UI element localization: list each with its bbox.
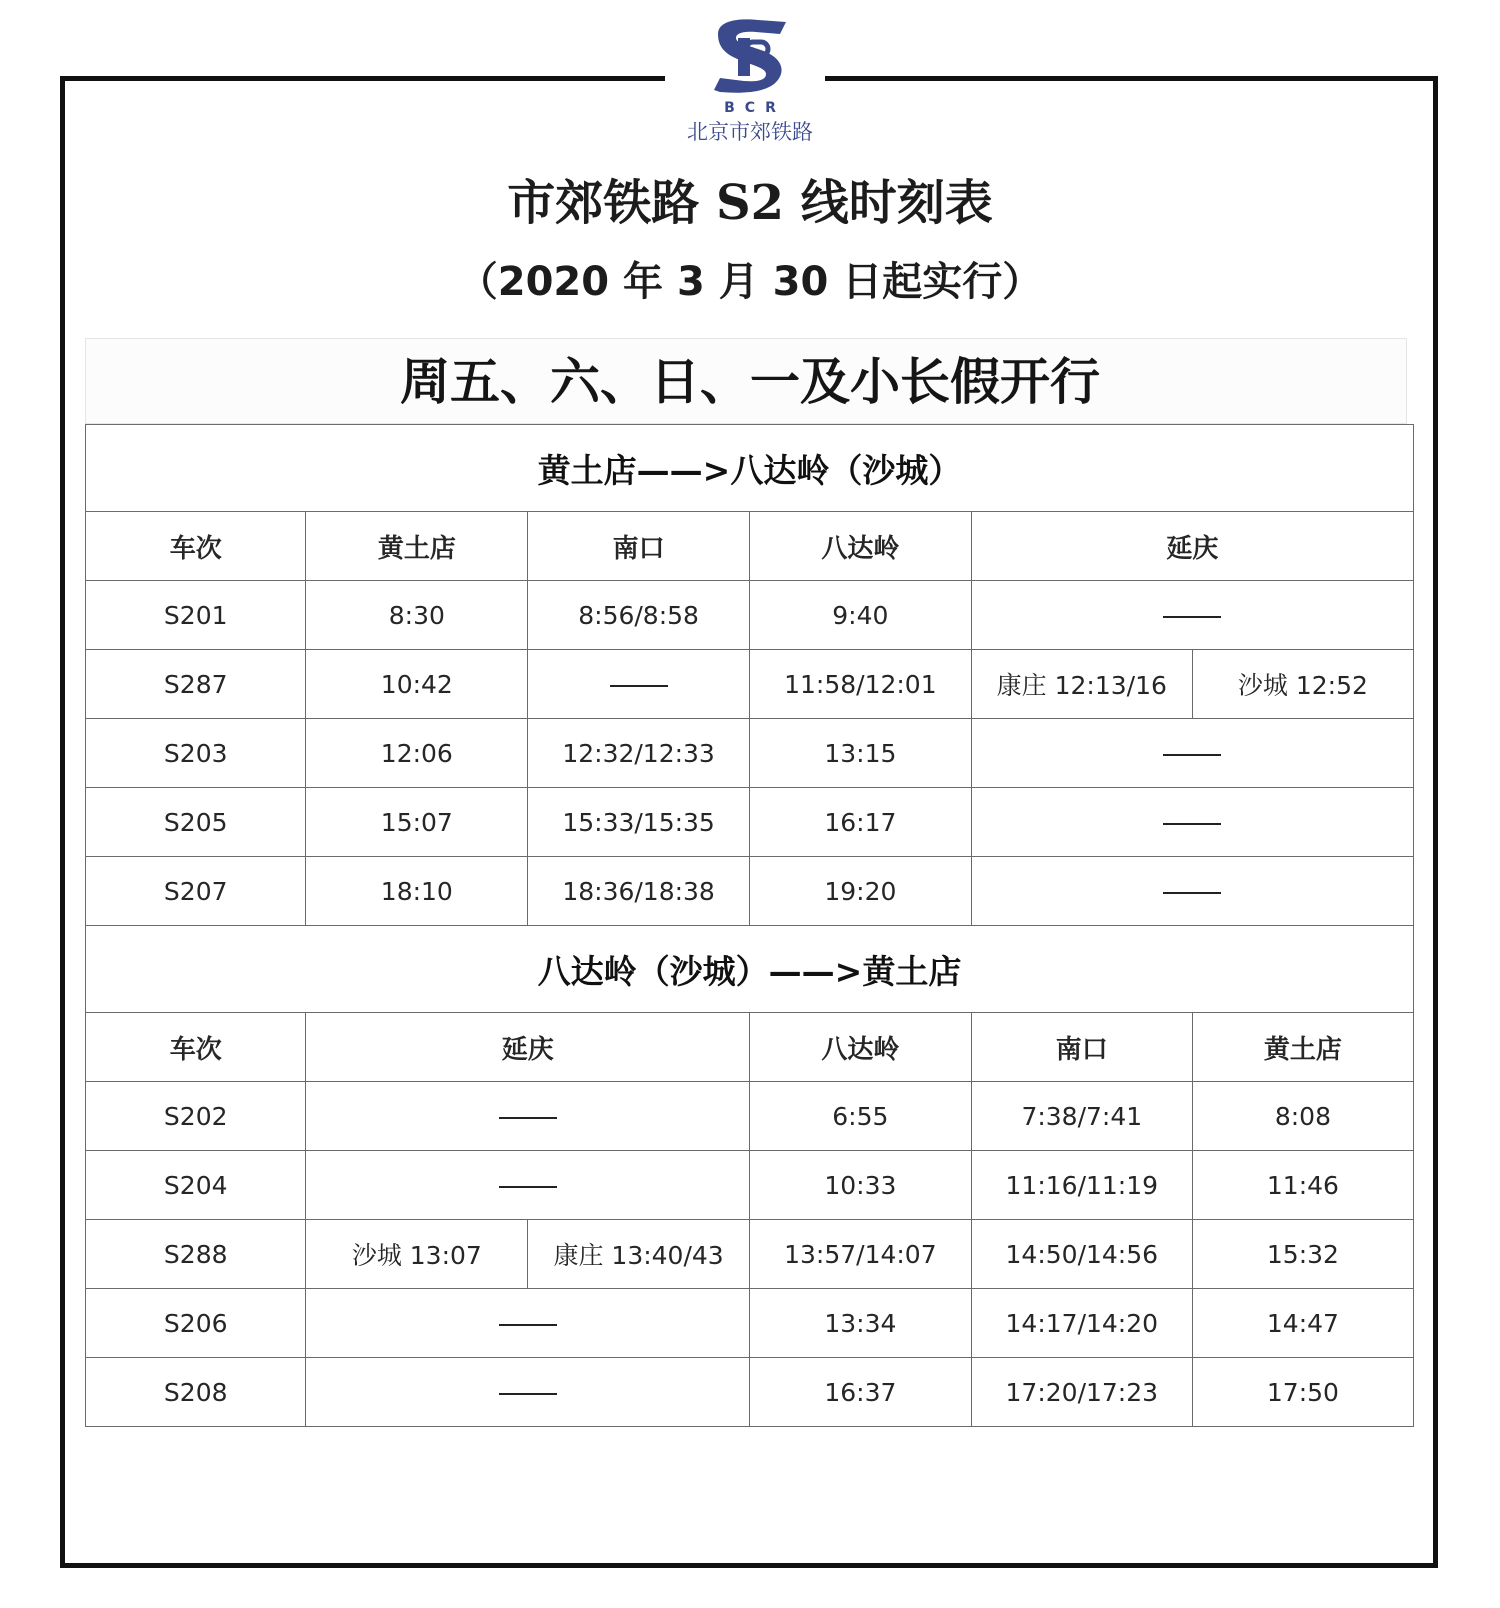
- time-cell: 8:30: [306, 581, 528, 650]
- time-cell: 8:08: [1192, 1082, 1413, 1151]
- time-cell: 沙城 12:52: [1192, 650, 1413, 719]
- time-cell: 沙城 13:07: [306, 1220, 528, 1289]
- train-number: S208: [86, 1358, 306, 1427]
- bcr-logo: [0, 14, 1500, 146]
- no-service-dash: [1163, 616, 1221, 618]
- train-number: S288: [86, 1220, 306, 1289]
- time-cell: 18:36/18:38: [528, 857, 750, 926]
- time-cell: 17:50: [1192, 1358, 1413, 1427]
- table-row: [86, 1220, 1414, 1289]
- no-service-cell: [306, 1289, 750, 1358]
- inbound-direction: 八达岭（沙城）——>黄土店: [86, 926, 1414, 1013]
- train-number: S201: [86, 581, 306, 650]
- no-service-dash: [499, 1117, 557, 1119]
- time-cell: 17:20/17:23: [971, 1358, 1192, 1427]
- table-row: [86, 788, 1414, 857]
- train-number: S207: [86, 857, 306, 926]
- table-row: [86, 1289, 1414, 1358]
- train-number: S287: [86, 650, 306, 719]
- table-row: [86, 719, 1414, 788]
- time-cell: 14:17/14:20: [971, 1289, 1192, 1358]
- time-cell: 14:50/14:56: [971, 1220, 1192, 1289]
- time-cell: 15:33/15:35: [528, 788, 750, 857]
- time-cell: 16:17: [749, 788, 971, 857]
- no-service-cell: [306, 1358, 750, 1427]
- no-service-cell: [971, 788, 1413, 857]
- time-cell: 11:16/11:19: [971, 1151, 1192, 1220]
- timetable: [85, 424, 1414, 1427]
- time-cell: 16:37: [749, 1358, 971, 1427]
- logo-abbreviation: BCR: [724, 100, 786, 116]
- time-cell: 9:40: [749, 581, 971, 650]
- time-cell: 11:46: [1192, 1151, 1413, 1220]
- header-nankou: 南口: [528, 512, 750, 581]
- header-badaling: 八达岭: [749, 512, 971, 581]
- time-cell: 11:58/12:01: [749, 650, 971, 719]
- time-cell: 12:32/12:33: [528, 719, 750, 788]
- outbound-table: [85, 424, 1414, 1427]
- time-cell: 19:20: [749, 857, 971, 926]
- header-huangtudian: 黄土店: [306, 512, 528, 581]
- time-cell: 18:10: [306, 857, 528, 926]
- train-number: S203: [86, 719, 306, 788]
- table-row: [86, 581, 1414, 650]
- train-number: S206: [86, 1289, 306, 1358]
- time-cell: 15:07: [306, 788, 528, 857]
- header-badaling: 八达岭: [749, 1013, 971, 1082]
- header-yanqing: 延庆: [971, 512, 1413, 581]
- effective-date: （2020 年 3 月 30 日起实行）: [457, 259, 1043, 305]
- logo-name: 北京市郊铁路: [687, 120, 813, 144]
- no-service-cell: [971, 581, 1413, 650]
- page-title: 市郊铁路 S2 线时刻表: [507, 175, 993, 231]
- no-service-cell: [971, 857, 1413, 926]
- no-service-dash: [499, 1186, 557, 1188]
- train-number: S204: [86, 1151, 306, 1220]
- table-row: [86, 650, 1414, 719]
- time-cell: 康庄 13:40/43: [528, 1220, 750, 1289]
- time-cell: 13:57/14:07: [749, 1220, 971, 1289]
- header-nankou: 南口: [971, 1013, 1192, 1082]
- no-service-dash: [499, 1393, 557, 1395]
- header-train: 车次: [86, 512, 306, 581]
- no-service-cell: [971, 719, 1413, 788]
- no-service-dash: [1163, 892, 1221, 894]
- time-cell: 10:42: [306, 650, 528, 719]
- table-row: [86, 857, 1414, 926]
- outbound-direction: 黄土店——>八达岭（沙城）: [86, 425, 1414, 512]
- no-service-dash: [610, 685, 668, 687]
- time-cell: 8:56/8:58: [528, 581, 750, 650]
- time-cell: 7:38/7:41: [971, 1082, 1192, 1151]
- train-number: S205: [86, 788, 306, 857]
- table-row: [86, 1151, 1414, 1220]
- no-service-cell: [306, 1082, 750, 1151]
- service-days-banner: 周五、六、日、一及小长假开行: [400, 353, 1100, 411]
- no-service-dash: [1163, 823, 1221, 825]
- no-service-dash: [1163, 754, 1221, 756]
- time-cell: 10:33: [749, 1151, 971, 1220]
- no-service-cell: [528, 650, 750, 719]
- time-cell: 12:06: [306, 719, 528, 788]
- time-cell: 13:15: [749, 719, 971, 788]
- train-number: S202: [86, 1082, 306, 1151]
- time-cell: 6:55: [749, 1082, 971, 1151]
- time-cell: 15:32: [1192, 1220, 1413, 1289]
- time-cell: 14:47: [1192, 1289, 1413, 1358]
- header-train: 车次: [86, 1013, 306, 1082]
- table-row: [86, 1358, 1414, 1427]
- time-cell: 13:34: [749, 1289, 971, 1358]
- no-service-dash: [499, 1324, 557, 1326]
- time-cell: 康庄 12:13/16: [971, 650, 1192, 719]
- bcr-emblem-icon: [700, 14, 800, 100]
- no-service-cell: [306, 1151, 750, 1220]
- header-huangtudian: 黄土店: [1192, 1013, 1413, 1082]
- table-row: [86, 1082, 1414, 1151]
- header-yanqing: 延庆: [306, 1013, 750, 1082]
